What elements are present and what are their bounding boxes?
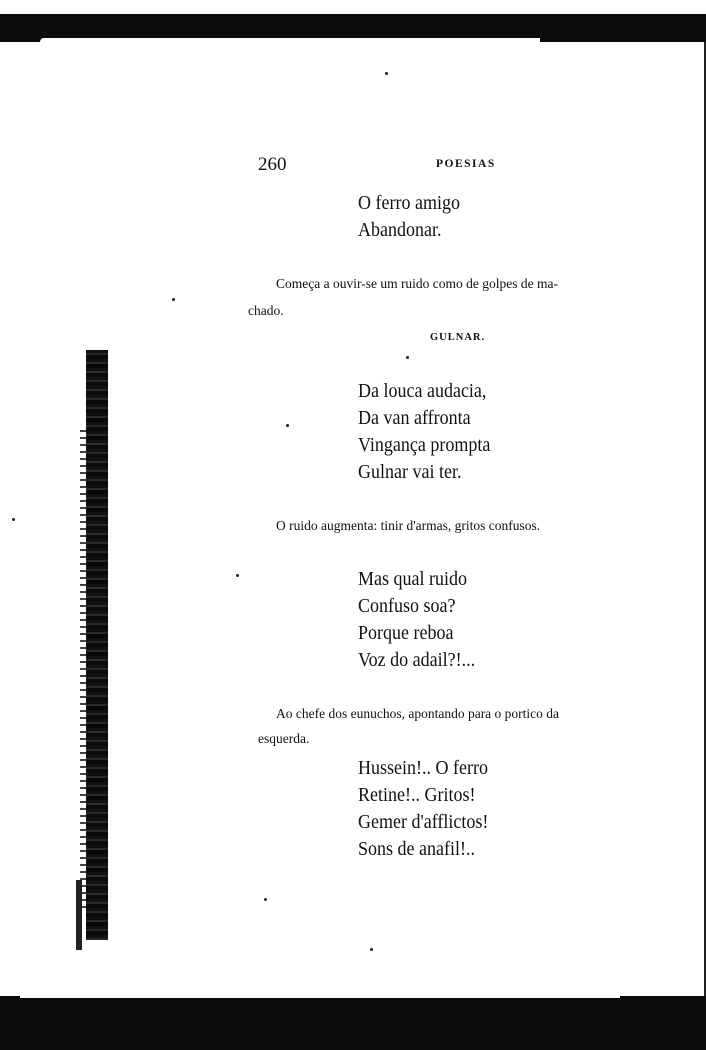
scan-speck <box>385 72 388 75</box>
verse-line: Vingança prompta <box>358 434 491 456</box>
verse-line: Gulnar vai ter. <box>358 461 462 483</box>
verse-line: Da louca audacia, <box>358 380 487 402</box>
stage-direction: Começa a ouvir-se um ruido como de golpes de ma- <box>276 276 559 291</box>
verse-line: Mas qual ruido <box>358 568 467 590</box>
scan-speck <box>12 518 15 521</box>
verse-line: Hussein!.. O ferro <box>358 757 488 779</box>
scan-speck <box>370 948 373 951</box>
verse-line: Abandonar. <box>358 219 442 241</box>
stage-direction: chado. <box>248 303 284 318</box>
scan-speck <box>406 356 409 359</box>
verse-line: Voz do adail?!... <box>358 649 476 671</box>
verse-line: Confuso soa? <box>358 595 456 617</box>
verse-line: Gemer d'afflictos! <box>358 811 489 833</box>
book-spine-shadow <box>86 350 108 940</box>
speaker-name: GULNAR. <box>430 332 486 343</box>
page-number: 260 <box>258 154 287 175</box>
scan-top-edge <box>40 38 540 46</box>
stage-direction: esquerda. <box>258 731 310 746</box>
verse-line: Retine!.. Gritos! <box>358 784 476 806</box>
scan-speck <box>264 898 267 901</box>
scan-speck <box>172 298 175 301</box>
stage-direction: O ruido augmenta: tinir d'armas, gritos confusos. <box>276 518 541 533</box>
book-spine-tail <box>76 880 82 950</box>
scan-speck <box>286 424 289 427</box>
scan-speck <box>236 574 239 577</box>
scan-bottom-border <box>0 996 706 1050</box>
verse-line: Porque reboa <box>358 622 454 644</box>
verse-line: O ferro amigo <box>358 192 460 214</box>
verse-line: Da van affronta <box>358 407 471 429</box>
verse-line: Sons de anafil!.. <box>358 838 475 860</box>
book-spine-fray <box>80 430 86 910</box>
running-head: POESIAS <box>436 158 496 170</box>
stage-direction: Ao chefe dos eunuchos, apontando para o portico da <box>276 706 560 721</box>
scan-bottom-edge <box>20 992 620 998</box>
